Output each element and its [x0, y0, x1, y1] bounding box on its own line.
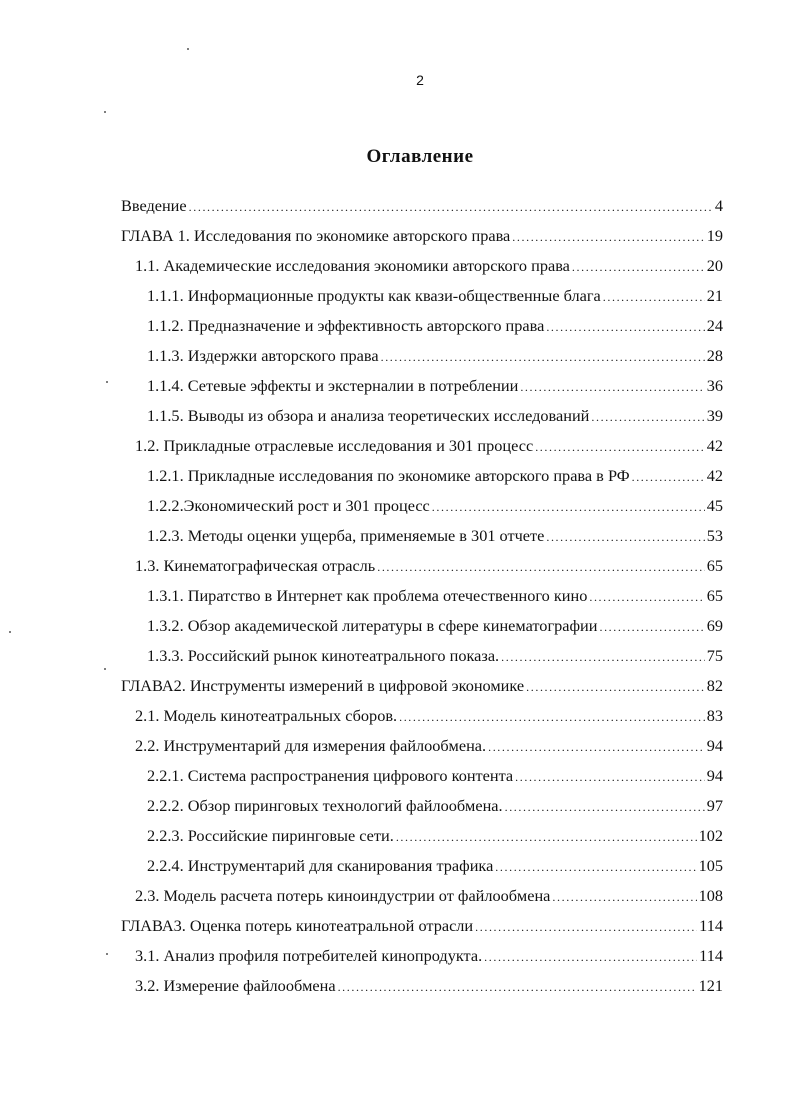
toc-leader-dots	[599, 612, 704, 642]
toc-entry	[121, 701, 723, 731]
toc-leader-dots	[484, 942, 697, 972]
toc-entry-page: 82	[706, 676, 723, 695]
toc-entry-label: 1.1.4. Сетевые эффекты и экстерналии в потреблении	[147, 376, 519, 395]
toc-entry-label: 2.2.3. Российские пиринговые сети.	[147, 826, 394, 845]
toc-leader-dots	[432, 492, 705, 522]
toc-entry	[121, 521, 723, 551]
toc-entry-page: 24	[706, 316, 723, 335]
toc-entry-label: 1.2.2.Экономический рост и 301 процесс	[147, 496, 430, 515]
toc-entry-page: 21	[706, 286, 723, 305]
toc-leader-dots	[589, 582, 704, 612]
toc-entry-label: 2.2.4. Инструментарий для сканирования трафика	[147, 856, 494, 875]
toc-entry-label: 1.1.3. Издержки авторского права	[147, 346, 379, 365]
toc-entry-page: 19	[706, 226, 723, 245]
toc-entry	[121, 191, 723, 221]
toc-entry	[121, 461, 723, 491]
toc-entry	[121, 431, 723, 461]
toc-entry-page: 4	[714, 196, 723, 215]
toc-leader-dots	[338, 972, 697, 1002]
toc-entry-page: 20	[706, 256, 723, 275]
toc-leader-dots	[501, 642, 705, 672]
toc-entry	[121, 401, 723, 431]
toc-entry	[121, 611, 723, 641]
toc-leader-dots	[399, 702, 705, 732]
toc-entry-label: 1.1.5. Выводы из обзора и анализа теоретических исследований	[147, 406, 590, 425]
toc-entry	[121, 941, 723, 971]
scan-speck	[187, 48, 189, 50]
toc-leader-dots	[505, 792, 705, 822]
toc-entry-page: 75	[706, 646, 723, 665]
toc-entry-page: 94	[706, 736, 723, 755]
toc-entry-page: 97	[706, 796, 723, 815]
scan-speck	[104, 111, 106, 113]
toc-entry-label: ГЛАВА3. Оценка потерь кинотеатральной отрасли	[121, 916, 474, 935]
toc-entry-label: ГЛАВА2. Инструменты измерений в цифровой экономике	[121, 676, 525, 695]
toc-leader-dots	[189, 192, 713, 222]
toc-entry-page: 105	[698, 856, 723, 875]
scan-speck	[104, 668, 106, 670]
toc-leader-dots	[377, 552, 704, 582]
toc-entry-label: 2.2.2. Обзор пиринговых технологий файлообмена.	[147, 796, 503, 815]
toc-entry-page: 65	[706, 586, 723, 605]
toc-entry-label: 1.1.1. Информационные продукты как квази-общественные блага	[147, 286, 601, 305]
toc-entry	[121, 281, 723, 311]
toc-entry-label: 1.1. Академические исследования экономики авторского права	[135, 256, 570, 275]
toc-entry	[121, 791, 723, 821]
toc-entry	[121, 341, 723, 371]
toc-entry	[121, 911, 723, 941]
toc-entry	[121, 641, 723, 671]
toc-entry	[121, 311, 723, 341]
table-of-contents	[121, 191, 723, 1001]
scan-speck	[106, 381, 108, 383]
toc-entry-page: 114	[699, 946, 723, 965]
toc-entry-page: 28	[706, 346, 723, 365]
toc-entry-label: 2.2.1. Система распространения цифрового контента	[147, 766, 514, 785]
toc-entry	[121, 221, 723, 251]
toc-leader-dots	[396, 822, 697, 852]
toc-entry-page: 102	[698, 826, 723, 845]
toc-entry-label: 2.1. Модель кинотеатральных сборов.	[135, 706, 398, 725]
toc-entry-label: 1.2.3. Методы оценки ущерба, применяемые в 301 отчете	[147, 526, 545, 545]
toc-entry-label: 3.1. Анализ профиля потребителей кинопродукта.	[135, 946, 483, 965]
toc-entry-page: 108	[698, 886, 723, 905]
toc-entry-label: 1.3.2. Обзор академической литературы в сфере кинематографии	[147, 616, 598, 635]
toc-entry	[121, 971, 723, 1001]
toc-leader-dots	[495, 852, 696, 882]
page-number: 2	[416, 72, 424, 88]
toc-entry-label: 1.2.1. Прикладные исследования по экономике авторского права в РФ	[147, 466, 630, 485]
toc-entry	[121, 581, 723, 611]
toc-leader-dots	[381, 342, 705, 372]
toc-leader-dots	[488, 732, 705, 762]
toc-entry	[121, 251, 723, 281]
scan-speck	[106, 953, 108, 955]
toc-entry	[121, 491, 723, 521]
toc-entry-page: 121	[698, 976, 723, 995]
toc-entry	[121, 551, 723, 581]
toc-leader-dots	[591, 402, 704, 432]
toc-entry	[121, 761, 723, 791]
toc-leader-dots	[546, 312, 704, 342]
toc-entry	[121, 671, 723, 701]
toc-leader-dots	[526, 672, 705, 702]
toc-entry-label: 2.2. Инструментарий для измерения файлообмена.	[135, 736, 487, 755]
toc-leader-dots	[512, 222, 704, 252]
toc-entry-label: 1.3.1. Пиратство в Интернет как проблема отечественного кино	[147, 586, 588, 605]
toc-entry	[121, 851, 723, 881]
toc-leader-dots	[572, 252, 705, 282]
toc-entry-page: 69	[706, 616, 723, 635]
toc-entry	[121, 371, 723, 401]
toc-leader-dots	[546, 522, 704, 552]
toc-entry	[121, 731, 723, 761]
toc-entry-page: 83	[706, 706, 723, 725]
toc-entry-label: Введение	[121, 196, 187, 215]
scan-speck	[9, 631, 11, 633]
toc-entry-label: 3.2. Измерение файлообмена	[135, 976, 336, 995]
toc-entry-page: 114	[699, 916, 723, 935]
toc-entry-page: 65	[706, 556, 723, 575]
toc-leader-dots	[520, 372, 704, 402]
toc-leader-dots	[475, 912, 697, 942]
toc-entry-label: 1.1.2. Предназначение и эффективность авторского права	[147, 316, 545, 335]
toc-entry-label: 2.3. Модель расчета потерь киноиндустрии от файлообмена	[135, 886, 551, 905]
toc-entry-label: 1.3.3. Российский рынок кинотеатрального показа.	[147, 646, 500, 665]
toc-leader-dots	[515, 762, 705, 792]
toc-entry-page: 36	[706, 376, 723, 395]
toc-entry-page: 94	[706, 766, 723, 785]
toc-entry	[121, 881, 723, 911]
toc-entry-page: 45	[706, 496, 723, 515]
toc-entry-page: 39	[706, 406, 723, 425]
page-title: Оглавление	[366, 146, 474, 167]
toc-leader-dots	[603, 282, 705, 312]
toc-leader-dots	[552, 882, 696, 912]
toc-leader-dots	[632, 462, 705, 492]
toc-entry-page: 42	[706, 436, 723, 455]
toc-entry-label: 1.3. Кинематографическая отрасль	[135, 556, 376, 575]
toc-entry-page: 42	[706, 466, 723, 485]
toc-entry	[121, 821, 723, 851]
toc-leader-dots	[535, 432, 705, 462]
toc-entry-label: ГЛАВА 1. Исследования по экономике авторского права	[121, 226, 511, 245]
toc-entry-page: 53	[706, 526, 723, 545]
toc-entry-label: 1.2. Прикладные отраслевые исследования и 301 процесс	[135, 436, 534, 455]
